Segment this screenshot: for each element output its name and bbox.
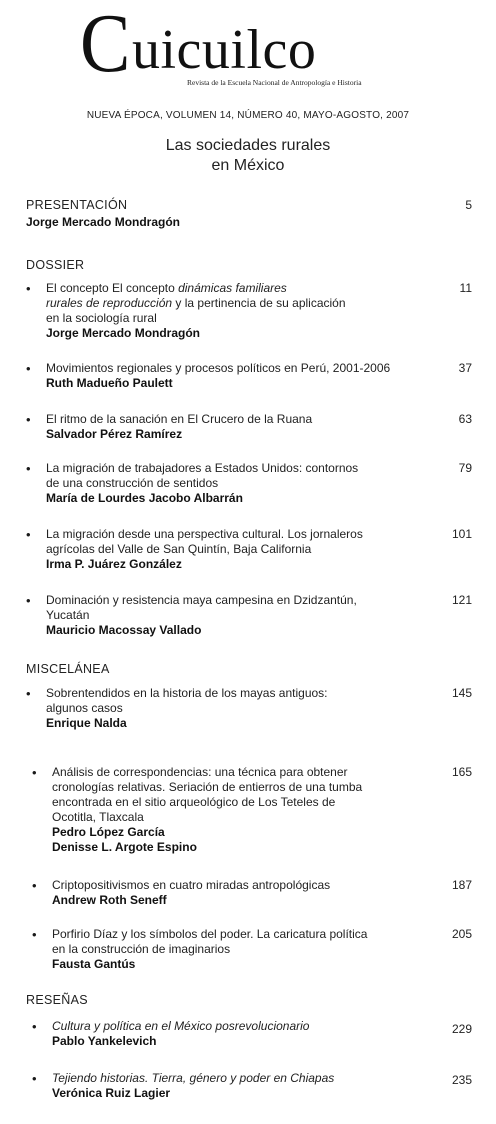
section-heading-resenas: RESEÑAS — [26, 993, 88, 1007]
review-title: Cultura y política en el México posrevolucionario — [52, 1019, 310, 1033]
title-line: Porfirio Díaz y los símbolos del poder. La caricatura política — [52, 927, 368, 941]
toc-entry[interactable] — [32, 1071, 442, 1101]
article-title — [46, 686, 436, 716]
title-line: rurales de reproducción y la pertinencia de su aplicación — [46, 296, 346, 310]
title-line: El concepto dinámicas familiares — [112, 281, 287, 295]
author-name: Enrique Nalda — [46, 716, 127, 730]
toc-entry[interactable] — [32, 765, 442, 855]
volume-title — [0, 136, 496, 176]
page-number: 235 — [451, 1073, 472, 1087]
section-heading-presentacion: PRESENTACIÓN — [26, 198, 128, 212]
section-heading-dossier: DOSSIER — [26, 258, 85, 272]
toc-entry[interactable] — [32, 1019, 442, 1049]
page-number: 37 — [458, 361, 472, 375]
title-line: cronologías relativas. Seriación de entierros de una tumba — [52, 780, 363, 794]
author-name: Mauricio Macossay Vallado — [46, 623, 202, 637]
page-number: 187 — [451, 878, 472, 892]
title-line: agrícolas del Valle de San Quintín, Baja California — [46, 542, 312, 556]
page-number: 79 — [458, 461, 472, 475]
title-line: encontrada en el sitio arqueológico de Los Teteles de — [52, 795, 336, 809]
toc-entry[interactable] — [32, 927, 442, 972]
page-number: 63 — [458, 412, 472, 426]
bullet-icon: • — [26, 527, 31, 542]
title-line: algunos casos — [46, 701, 123, 715]
volume-title-line: en México — [211, 157, 285, 174]
title-line: en la sociología rural — [46, 311, 157, 325]
bullet-icon: • — [26, 461, 31, 476]
page-number: 121 — [451, 593, 472, 607]
bullet-icon: • — [32, 878, 37, 893]
bullet-icon: • — [32, 1019, 37, 1034]
toc-entry[interactable] — [26, 281, 436, 341]
toc-entry[interactable] — [26, 686, 436, 731]
article-title: El ritmo de la sanación en El Crucero de la Ruana — [46, 412, 313, 426]
article-title — [46, 527, 436, 557]
bullet-icon: • — [32, 927, 37, 942]
bullet-icon: • — [26, 593, 31, 608]
title-line: de una construcción de sentidos — [46, 476, 219, 490]
toc-entry[interactable] — [26, 527, 436, 572]
title-line: La migración desde una perspectiva cultural. Los jornaleros — [46, 527, 363, 541]
title-line: en la construcción de imaginarios — [52, 942, 231, 956]
article-title — [46, 461, 436, 491]
article-title — [52, 765, 442, 825]
bullet-icon: • — [32, 765, 37, 780]
title-line: Análisis de correspondencias: una técnica para obtener — [52, 765, 348, 779]
bullet-icon: • — [26, 412, 31, 427]
author-name: Fausta Gantús — [52, 957, 136, 971]
title-line: Dominación y resistencia maya campesina en Dzidzantún, — [46, 593, 357, 607]
title-line: La migración de trabajadores a Estados Unidos: contornos — [46, 461, 359, 475]
toc-entry[interactable] — [26, 361, 436, 391]
journal-tagline: Revista de la Escuela Nacional de Antropología e Historia — [187, 78, 362, 87]
bullet-icon: • — [26, 281, 31, 296]
author-name: Pedro López García — [52, 825, 165, 839]
title-line: Sobrentendidos en la historia de los mayas antiguos: — [46, 686, 328, 700]
section-heading-miscelanea: MISCELÁNEA — [26, 662, 110, 676]
toc-entry[interactable] — [26, 412, 436, 442]
title-line: Yucatán — [46, 608, 90, 622]
logo-initial: C — [80, 0, 131, 90]
title-line: Ocotitla, Tlaxcala — [52, 810, 144, 824]
author-name: Andrew Roth Seneff — [52, 893, 167, 907]
journal-logo-text: uicuilco — [132, 19, 317, 81]
article-title: Criptopositivismos en cuatro miradas antropológicas — [52, 878, 331, 892]
article-title — [46, 593, 436, 623]
page-number: 101 — [451, 527, 472, 541]
author-name: Verónica Ruiz Lagier — [52, 1086, 171, 1100]
author-name: Jorge Mercado Mondragón — [26, 215, 181, 229]
toc-entry[interactable] — [26, 593, 436, 638]
author-name: María de Lourdes Jacobo Albarrán — [46, 491, 243, 505]
page-number: 5 — [465, 198, 472, 212]
toc-entry[interactable] — [32, 878, 442, 908]
page-number: 145 — [451, 686, 472, 700]
article-title: Movimientos regionales y procesos políticos en Perú, 2001-2006 — [46, 361, 391, 375]
author-name: Pablo Yankelevich — [52, 1034, 157, 1048]
author-name: Denisse L. Argote Espino — [52, 840, 197, 854]
bullet-icon: • — [26, 686, 31, 701]
bullet-icon: • — [26, 361, 31, 376]
masthead — [0, 0, 496, 96]
volume-title-line: Las sociedades rurales — [165, 137, 331, 154]
author-name: Irma P. Juárez González — [46, 557, 182, 571]
page-number: 165 — [451, 765, 472, 779]
page-number: 229 — [451, 1022, 472, 1036]
author-name: Salvador Pérez Ramírez — [46, 427, 183, 441]
article-title — [52, 927, 442, 957]
author-name: Jorge Mercado Mondragón — [46, 326, 201, 340]
article-title: El concepto El concepto dinámicas familiares rurales de reproducción y la pertinencia de su aplicación en la sociología rural — [46, 281, 346, 325]
page-number: 11 — [459, 281, 472, 295]
issue-line: NUEVA ÉPOCA, VOLUMEN 14, NÚMERO 40, MAYO-AGOSTO, 2007 — [86, 110, 410, 121]
toc-entry[interactable] — [26, 461, 436, 506]
bullet-icon: • — [32, 1071, 37, 1086]
page-number: 205 — [451, 927, 472, 941]
review-title: Tejiendo historias. Tierra, género y poder en Chiapas — [52, 1071, 335, 1085]
author-name: Ruth Madueño Paulett — [46, 376, 173, 390]
